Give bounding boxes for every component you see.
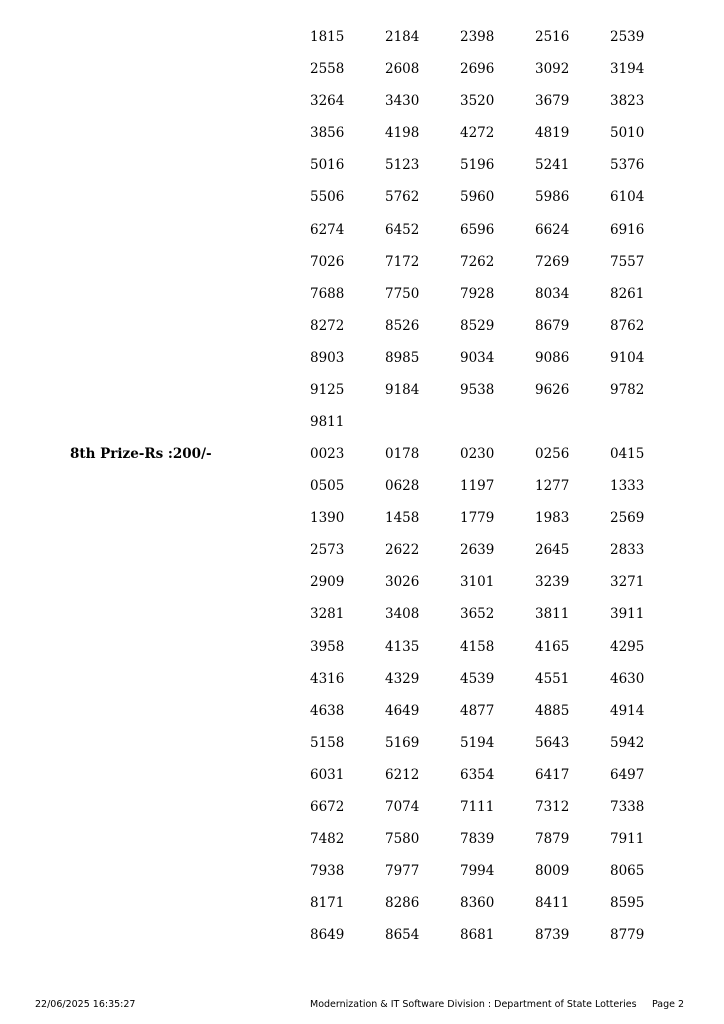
winning-number: 8762	[610, 317, 645, 334]
number-row	[310, 53, 685, 85]
number-row	[310, 278, 685, 310]
winning-number: 7172	[385, 253, 420, 270]
winning-number: 5123	[385, 157, 420, 174]
winning-number: 6672	[310, 799, 345, 816]
winning-number: 7911	[610, 831, 645, 848]
number-row	[310, 149, 685, 181]
winning-number: 5196	[460, 157, 495, 174]
winning-number: 2569	[610, 510, 645, 527]
number-row	[310, 214, 685, 246]
winning-number: 4630	[610, 670, 645, 687]
winning-number: 9782	[610, 382, 645, 399]
number-row	[310, 855, 685, 887]
winning-number: 5762	[385, 189, 420, 206]
number-row	[310, 887, 685, 919]
winning-number: 3026	[385, 574, 420, 591]
winning-number: 0628	[385, 478, 420, 495]
winning-number: 7879	[535, 831, 570, 848]
winning-number: 1779	[460, 510, 495, 527]
winning-number: 2184	[385, 29, 420, 45]
winning-number: 5169	[385, 734, 420, 751]
winning-number: 5986	[535, 189, 570, 206]
winning-number: 4877	[460, 702, 495, 719]
winning-number: 9538	[460, 382, 495, 399]
winning-number: 8739	[535, 927, 570, 944]
winning-number: 7994	[460, 863, 495, 880]
winning-number: 3239	[535, 574, 570, 591]
number-row	[310, 85, 685, 117]
winning-number: 3679	[535, 93, 570, 110]
number-row	[310, 919, 685, 951]
number-row	[310, 502, 685, 534]
winning-number: 3958	[310, 638, 345, 655]
winning-number: 7338	[610, 799, 645, 816]
winning-number: 8649	[310, 927, 345, 944]
number-row	[310, 470, 685, 502]
number-row	[310, 181, 685, 213]
winning-number: 9104	[610, 349, 645, 366]
winning-number: 8171	[310, 895, 345, 912]
winning-number: 3652	[460, 606, 495, 623]
number-row	[310, 663, 685, 695]
winning-number: 9626	[535, 382, 570, 399]
winning-number: 7557	[610, 253, 645, 270]
winning-number: 8779	[610, 927, 645, 944]
winning-number: 6497	[610, 766, 645, 783]
winning-number: 0256	[535, 446, 570, 462]
winning-number: 1815	[310, 29, 345, 45]
winning-number: 2558	[310, 61, 345, 78]
winning-number: 5643	[535, 734, 570, 751]
number-row	[310, 727, 685, 759]
winning-number: 1197	[460, 478, 495, 495]
winning-number: 4316	[310, 670, 345, 687]
winning-number: 9086	[535, 349, 570, 366]
winning-number: 3101	[460, 574, 495, 591]
winning-number: 7269	[535, 253, 570, 270]
winning-number: 5194	[460, 734, 495, 751]
winning-numbers-grid	[310, 21, 685, 438]
winning-number: 4914	[610, 702, 645, 719]
number-row	[310, 534, 685, 566]
winning-number: 0023	[310, 446, 345, 462]
winning-number: 7026	[310, 253, 345, 270]
winning-number: 7938	[310, 863, 345, 880]
winning-number: 6104	[610, 189, 645, 206]
winning-number: 0415	[610, 446, 645, 462]
winning-number: 4135	[385, 638, 420, 655]
page-footer	[0, 999, 724, 1015]
number-row	[310, 759, 685, 791]
winning-number: 7977	[385, 863, 420, 880]
number-row	[310, 695, 685, 727]
winning-number: 7111	[460, 799, 495, 816]
winning-number: 3430	[385, 93, 420, 110]
winning-numbers-grid	[310, 438, 685, 952]
winning-number: 6354	[460, 766, 495, 783]
number-row	[310, 246, 685, 278]
winning-number: 1983	[535, 510, 570, 527]
footer-page-number: Page 2	[652, 999, 685, 1010]
winning-number: 9034	[460, 349, 495, 366]
winning-number: 5158	[310, 734, 345, 751]
winning-number: 4551	[535, 670, 570, 687]
winning-number: 3520	[460, 93, 495, 110]
number-row	[310, 310, 685, 342]
winning-number: 3281	[310, 606, 345, 623]
winning-number: 8034	[535, 285, 570, 302]
winning-number: 4329	[385, 670, 420, 687]
winning-number: 4295	[610, 638, 645, 655]
winning-number: 2608	[385, 61, 420, 78]
winning-number: 8286	[385, 895, 420, 912]
winning-number: 7928	[460, 285, 495, 302]
winning-number: 3408	[385, 606, 420, 623]
winning-number: 7688	[310, 285, 345, 302]
winning-number: 8526	[385, 317, 420, 334]
winning-number: 1390	[310, 510, 345, 527]
winning-number: 7074	[385, 799, 420, 816]
winning-number: 8595	[610, 895, 645, 912]
winning-number: 7580	[385, 831, 420, 848]
number-row	[310, 791, 685, 823]
winning-number: 7839	[460, 831, 495, 848]
footer-timestamp: 22/06/2025 16:35:27	[35, 999, 136, 1010]
winning-number: 8009	[535, 863, 570, 880]
winning-number: 8261	[610, 285, 645, 302]
winning-number: 3194	[610, 61, 645, 78]
winning-number: 8065	[610, 863, 645, 880]
winning-number: 0178	[385, 446, 420, 462]
winning-number: 4158	[460, 638, 495, 655]
winning-number: 5010	[610, 125, 645, 142]
winning-number: 3271	[610, 574, 645, 591]
number-row	[310, 598, 685, 630]
winning-number: 4649	[385, 702, 420, 719]
winning-number: 7482	[310, 831, 345, 848]
winning-number: 2622	[385, 542, 420, 559]
winning-number: 2516	[535, 29, 570, 45]
winning-number: 3911	[610, 606, 645, 623]
winning-number: 7750	[385, 285, 420, 302]
number-row	[310, 117, 685, 149]
winning-number: 3811	[535, 606, 570, 623]
number-row	[310, 823, 685, 855]
winning-number: 6031	[310, 766, 345, 783]
winning-number: 4539	[460, 670, 495, 687]
winning-number: 8679	[535, 317, 570, 334]
winning-number: 5942	[610, 734, 645, 751]
winning-number: 6596	[460, 221, 495, 238]
winning-number: 9125	[310, 382, 345, 399]
winning-number: 4885	[535, 702, 570, 719]
winning-number: 3264	[310, 93, 345, 110]
winning-number: 0505	[310, 478, 345, 495]
winning-number: 5241	[535, 157, 570, 174]
footer-division-text: Modernization & IT Software Division : Department of State Lotteries	[310, 999, 637, 1010]
prize-label: 8th Prize-Rs :200/-	[70, 446, 212, 462]
winning-number: 7312	[535, 799, 570, 816]
winning-number: 2539	[610, 29, 645, 45]
winning-number: 6624	[535, 221, 570, 238]
winning-number: 8411	[535, 895, 570, 912]
winning-number: 8529	[460, 317, 495, 334]
winning-number: 3856	[310, 125, 345, 142]
winning-number: 4198	[385, 125, 420, 142]
winning-number: 4165	[535, 638, 570, 655]
winning-number: 2398	[460, 29, 495, 45]
winning-number: 8681	[460, 927, 495, 944]
winning-number: 2573	[310, 542, 345, 559]
winning-number: 1333	[610, 478, 645, 495]
winning-number: 4638	[310, 702, 345, 719]
winning-number: 5506	[310, 189, 345, 206]
winning-number: 1277	[535, 478, 570, 495]
number-row	[310, 21, 685, 53]
winning-number: 6452	[385, 221, 420, 238]
winning-number: 9184	[385, 382, 420, 399]
winning-number: 2645	[535, 542, 570, 559]
winning-number: 3823	[610, 93, 645, 110]
winning-number: 6274	[310, 221, 345, 238]
winning-number: 2639	[460, 542, 495, 559]
number-row	[310, 631, 685, 663]
winning-number: 9811	[310, 414, 345, 431]
winning-number: 5016	[310, 157, 345, 174]
winning-number: 6212	[385, 766, 420, 783]
winning-number: 4272	[460, 125, 495, 142]
winning-number: 8903	[310, 349, 345, 366]
winning-number: 8360	[460, 895, 495, 912]
winning-number: 8272	[310, 317, 345, 334]
winning-number: 6417	[535, 766, 570, 783]
number-row	[310, 406, 685, 438]
number-row	[310, 374, 685, 406]
winning-number: 8654	[385, 927, 420, 944]
winning-number: 5960	[460, 189, 495, 206]
number-row	[310, 438, 685, 470]
winning-number: 2833	[610, 542, 645, 559]
winning-number: 3092	[535, 61, 570, 78]
winning-number: 1458	[385, 510, 420, 527]
winning-number: 4819	[535, 125, 570, 142]
number-row	[310, 566, 685, 598]
winning-number: 2696	[460, 61, 495, 78]
number-row	[310, 342, 685, 374]
winning-number: 2909	[310, 574, 345, 591]
winning-number: 6916	[610, 221, 645, 238]
winning-number: 7262	[460, 253, 495, 270]
winning-number: 0230	[460, 446, 495, 462]
winning-number: 8985	[385, 349, 420, 366]
winning-number: 5376	[610, 157, 645, 174]
